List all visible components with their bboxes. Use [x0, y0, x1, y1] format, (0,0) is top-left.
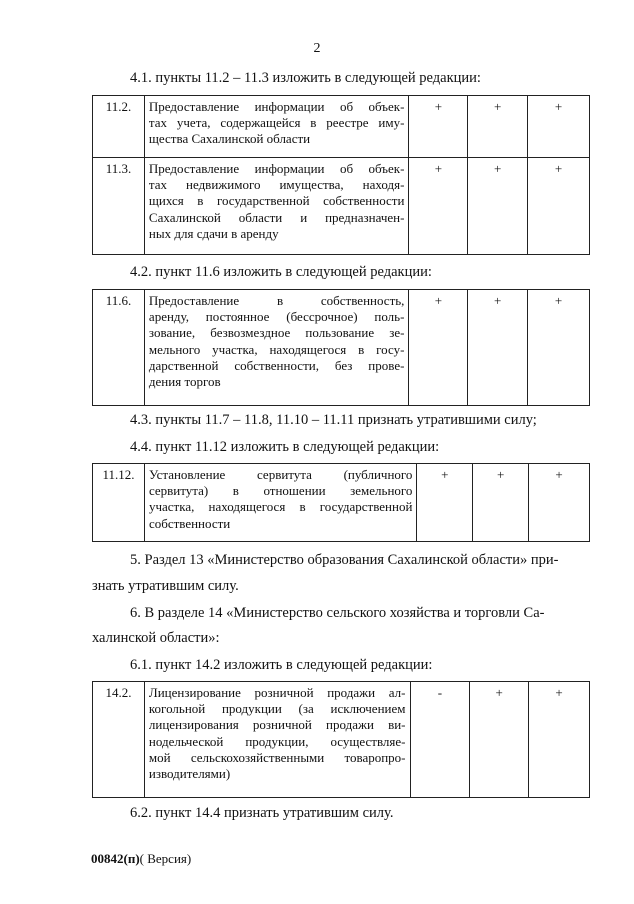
description-line: аренду, постоянное (бессрочное) поль- — [148, 309, 405, 325]
mark-cell: + — [528, 290, 590, 406]
paragraph-6-line2: халинской области»: — [92, 630, 220, 646]
table-row — [93, 96, 590, 158]
item-description — [144, 96, 409, 158]
paragraph-4-4: 4.4. пункт 11.12 изложить в следующей редакции: — [130, 439, 440, 455]
paragraph-6-2: 6.2. пункт 14.4 признать утратившим силу. — [130, 805, 394, 821]
description-line: щихся в государственной собственности — [148, 193, 405, 209]
description-line: мой сельскохозяйственными товаропро- — [148, 749, 406, 765]
mark-cell: + — [529, 682, 590, 798]
item-number: 11.12. — [93, 464, 145, 542]
item-number: 11.2. — [93, 96, 145, 158]
document-footer — [91, 851, 191, 867]
mark-cell: + — [409, 96, 468, 158]
paragraph-6-1: 6.1. пункт 14.2 изложить в следующей редакции: — [130, 657, 433, 673]
table-row — [93, 682, 590, 798]
paragraph-4-2: 4.2. пункт 11.6 изложить в следующей редакции: — [130, 264, 432, 280]
mark-cell: + — [468, 96, 528, 158]
document-code: 00842(п) — [91, 851, 140, 866]
description-line: изводителями) — [148, 766, 231, 782]
paragraph-5-line2: знать утратившим силу. — [92, 578, 239, 594]
mark-cell: + — [409, 158, 468, 255]
description-line: тах учета, содержащейся в реестре иму- — [148, 115, 405, 131]
description-line: собственности — [148, 515, 231, 531]
document-version: ( Версия) — [139, 851, 192, 866]
item-description — [144, 290, 409, 406]
description-line: ных для сдачи в аренду — [148, 225, 279, 241]
table-item-11-12 — [92, 463, 590, 542]
mark-cell: + — [470, 682, 529, 798]
table-item-11-6 — [92, 289, 590, 406]
item-number: 11.6. — [93, 290, 145, 406]
description-line: Сахалинской области и предназначен- — [148, 209, 405, 225]
description-line: тах недвижимого имущества, находя- — [148, 177, 405, 193]
description-line: лицензирования розничной продажи ви- — [148, 717, 406, 733]
description-line: сервитута) в отношении земельного — [148, 483, 413, 499]
description-line: зование, безвозмездное пользование зе- — [148, 325, 405, 341]
item-number: 14.2. — [93, 682, 145, 798]
description-line: Лицензирование розничной продажи ал- — [148, 685, 406, 700]
mark-cell: + — [528, 158, 590, 255]
description-line: мельного участка, находящегося в госу- — [148, 341, 405, 357]
table-row — [93, 464, 590, 542]
item-number: 11.3. — [93, 158, 145, 255]
page-number: 2 — [313, 41, 321, 56]
item-description — [144, 158, 409, 255]
table-row — [93, 158, 590, 255]
table-item-14-2 — [92, 681, 590, 798]
description-line: когольной продукции (за исключением — [148, 701, 406, 717]
mark-cell: + — [468, 290, 528, 406]
mark-cell: + — [468, 158, 528, 255]
mark-cell: - — [410, 682, 470, 798]
item-description — [144, 464, 416, 542]
description-line: Предоставление в собственность, — [148, 293, 405, 308]
description-line: дарственной собственности, без прове- — [148, 357, 405, 373]
description-line: щества Сахалинской области — [148, 131, 311, 147]
mark-cell: + — [529, 464, 590, 542]
mark-cell: + — [417, 464, 473, 542]
mark-cell: + — [473, 464, 529, 542]
description-line: нодельческой продукции, осуществляе- — [148, 733, 406, 749]
description-line: участка, находящегося в государственной — [148, 499, 413, 515]
table-row — [93, 290, 590, 406]
mark-cell: + — [528, 96, 590, 158]
paragraph-5-line1: 5. Раздел 13 «Министерство образования Сахалинской области» при- — [130, 552, 559, 568]
description-line: Предоставление информации об объек- — [148, 99, 405, 114]
description-line: дения торгов — [148, 374, 221, 390]
paragraph-4-1: 4.1. пункты 11.2 – 11.3 изложить в следующей редакции: — [130, 70, 481, 86]
paragraph-6-line1: 6. В разделе 14 «Министерство сельского хозяйства и торговли Са- — [130, 605, 545, 621]
paragraph-4-3: 4.3. пункты 11.7 – 11.8, 11.10 – 11.11 признать утратившими силу; — [130, 412, 537, 428]
description-line: Установление сервитута (публичного — [148, 467, 413, 482]
description-line: Предоставление информации об объек- — [148, 161, 405, 176]
item-description — [144, 682, 410, 798]
table-items-11-2-11-3 — [92, 95, 590, 255]
mark-cell: + — [409, 290, 468, 406]
